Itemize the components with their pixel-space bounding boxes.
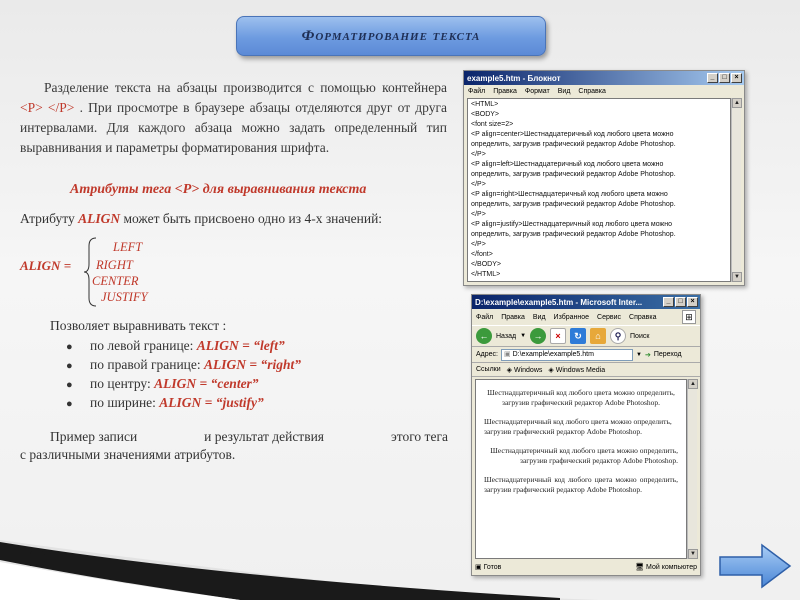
go-button-label[interactable]: Переход — [653, 351, 682, 358]
align-bullet-list — [66, 336, 301, 412]
bullet-code: ALIGN = “justify” — [159, 395, 264, 410]
align-sentence-keyword: ALIGN — [78, 211, 121, 226]
example-part-a: Пример записи — [50, 429, 138, 444]
code-line: </P> — [471, 151, 486, 158]
notepad-title-bar[interactable] — [464, 71, 744, 85]
minimize-icon[interactable]: _ — [707, 73, 718, 83]
intro-part1: Разделение текста на абзацы производится с помощью контейнера — [44, 80, 447, 95]
browser-title-bar[interactable] — [472, 295, 700, 309]
align-sentence-before: Атрибуту — [20, 211, 79, 226]
chevron-down-icon[interactable]: ▼ — [635, 351, 642, 358]
menu-view[interactable]: Вид — [557, 87, 571, 95]
bullet-text: по центру: — [90, 376, 155, 391]
status-bar — [475, 561, 697, 573]
address-bar — [472, 347, 700, 363]
allows-text: Позволяет выравнивать текст : — [50, 318, 227, 333]
example-part-b: и результат действия — [204, 429, 325, 444]
menu-edit[interactable]: Правка — [493, 87, 517, 95]
forward-arrow-icon[interactable]: → — [530, 328, 546, 344]
code-line: </font> — [471, 251, 493, 258]
links-bar — [472, 363, 700, 377]
menu-edit[interactable]: Правка — [501, 313, 525, 321]
slide-title: Форматирование текста — [301, 27, 481, 44]
menu-tools[interactable]: Сервис — [597, 313, 622, 321]
slide-title-banner — [236, 16, 546, 56]
link-icon: ◈ — [506, 366, 514, 374]
go-arrow-icon[interactable]: ➔ — [644, 351, 651, 359]
code-line: определить, загрузив графический редактор Adobe Photoshop. — [471, 141, 676, 148]
link-windows-media[interactable]: ◈ Windows Media — [548, 366, 606, 374]
back-button-label[interactable]: Назад — [496, 332, 517, 340]
align-sentence-after: может быть присвоено одно из 4-х значений: — [120, 211, 383, 226]
example-part-c: этого тега — [390, 429, 448, 444]
code-line: <font size=2> — [471, 121, 514, 128]
browser-scrollbar[interactable] — [687, 379, 697, 559]
scroll-down-icon[interactable]: ▼ — [688, 549, 698, 559]
close-icon[interactable]: × — [687, 297, 698, 307]
browser-content — [475, 379, 687, 559]
align-value-left: LEFT — [113, 240, 143, 254]
notepad-scrollbar[interactable] — [731, 98, 741, 282]
next-slide-arrow-icon[interactable] — [716, 540, 794, 592]
paragraph-right: Шестнадцатеричный код любого цвета можно определить, загрузив графический редактор Adobe Photoshop. — [490, 446, 678, 465]
link-icon: ◈ — [548, 366, 556, 374]
paragraph-left: Шестнадцатеричный код любого цвета можно определить, загрузив графический редактор Adobe Photoshop. — [484, 417, 672, 436]
home-icon[interactable]: ⌂ — [590, 328, 606, 344]
scroll-down-icon[interactable]: ▼ — [732, 272, 742, 282]
bullet-text: по левой границе: — [90, 338, 197, 353]
align-value-right: RIGHT — [96, 258, 133, 272]
status-right: Мой компьютер — [646, 564, 697, 571]
bullet-text: по правой границе: — [90, 357, 205, 372]
code-line: определить, загрузив графический редактор Adobe Photoshop. — [471, 231, 676, 238]
code-line: определить, загрузив графический редактор Adobe Photoshop. — [471, 171, 676, 178]
code-line: <HTML> — [471, 101, 499, 108]
search-button-label[interactable]: Поиск — [630, 332, 650, 340]
paragraph-center: Шестнадцатеричный код любого цвета можно определить, загрузив графический редактор Adobe Photoshop. — [487, 388, 675, 407]
code-line: </P> — [471, 211, 486, 218]
status-left: Готов — [483, 564, 502, 571]
bullet-item — [66, 355, 301, 374]
browser-title: D:\example\example5.htm - Microsoft Inter... — [475, 297, 643, 307]
code-line: <BODY> — [471, 111, 500, 118]
align-key: ALIGN = — [20, 258, 72, 273]
address-value: D:\example\example5.htm — [512, 350, 594, 358]
maximize-icon[interactable]: □ — [675, 297, 686, 307]
align-value-center: CENTER — [92, 274, 139, 288]
notepad-text-area[interactable] — [467, 98, 731, 282]
bullet-item — [66, 336, 301, 355]
bullet-item — [66, 393, 301, 412]
example-line2: с различными значениями атрибутов. — [20, 447, 236, 462]
maximize-icon[interactable]: □ — [719, 73, 730, 83]
code-line: <P align=center>Шестнадцатеричный код любого цвета можно — [471, 131, 674, 138]
paragraph-justify: Шестнадцатеричный код любого цвета можно определить, загрузив графический редактор Adobe Photoshop. — [484, 475, 678, 494]
code-line: </P> — [471, 181, 486, 188]
align-sentence — [20, 211, 450, 227]
bullet-text: по ширине: — [90, 395, 160, 410]
browser-menubar — [472, 309, 700, 325]
menu-format[interactable]: Формат — [524, 87, 550, 95]
stop-icon[interactable]: × — [550, 328, 566, 344]
code-line: <P align=justify>Шестнадцатеричный код любого цвета можно — [471, 221, 672, 228]
align-subheading: Атрибуты тега <P> для выравнивания текста — [70, 182, 367, 197]
bullet-code: ALIGN = “center” — [154, 376, 259, 391]
links-label: Ссылки — [476, 366, 501, 373]
search-icon[interactable]: ⚲ — [610, 328, 626, 344]
back-arrow-icon[interactable]: ← — [476, 328, 492, 344]
notepad-window — [463, 70, 745, 286]
bullet-code: ALIGN = “right” — [204, 357, 301, 372]
menu-view[interactable]: Вид — [532, 313, 546, 321]
chevron-down-icon[interactable]: ▼ — [520, 333, 527, 339]
bullet-dot-icon: ● — [66, 341, 73, 353]
minimize-icon[interactable]: _ — [663, 297, 674, 307]
bullet-dot-icon: ● — [66, 379, 73, 391]
code-line: <P align=right>Шестнадцатеричный код любого цвета можно — [471, 191, 668, 198]
scroll-up-icon[interactable]: ▲ — [688, 379, 698, 389]
menu-file[interactable]: Файл — [476, 313, 494, 321]
menu-file[interactable]: Файл — [468, 87, 486, 95]
code-line: </P> — [471, 241, 486, 248]
link-windows[interactable]: ◈ Windows — [506, 366, 543, 374]
bullet-dot-icon: ● — [66, 398, 73, 410]
refresh-icon[interactable]: ↻ — [570, 328, 586, 344]
bullet-dot-icon: ● — [66, 360, 73, 372]
menu-favorites[interactable]: Избранное — [553, 313, 590, 321]
browser-window — [471, 294, 701, 576]
computer-icon: 🖥 — [635, 564, 647, 571]
code-line: определить, загрузив графический редактор Adobe Photoshop. — [471, 201, 676, 208]
address-label: Адрес: — [476, 351, 498, 358]
page-icon: ▣ — [503, 350, 511, 358]
menu-help[interactable]: Справка — [578, 87, 606, 95]
notepad-menubar — [464, 85, 744, 97]
intro-tag: <P> </P> — [20, 100, 75, 115]
scroll-up-icon[interactable]: ▲ — [732, 98, 742, 108]
intro-paragraph — [20, 78, 447, 158]
close-icon[interactable]: × — [731, 73, 742, 83]
intro-part2: . При просмотре в браузере абзацы отделяются друг от друга интервалами. Для каждого абзаца можно задать определенный тип выравнивания и параметры форматирования шрифта. — [20, 100, 447, 155]
code-line: <P align=left>Шестнадцатеричный код любого цвета можно — [471, 161, 664, 168]
notepad-title: example5.htm - Блокнот — [467, 73, 561, 83]
code-line: </HTML> — [471, 271, 501, 278]
bullet-item — [66, 374, 301, 393]
example-text — [20, 428, 448, 464]
address-input[interactable] — [501, 349, 633, 361]
code-line: </BODY> — [471, 261, 501, 268]
browser-toolbar — [472, 325, 700, 347]
windows-logo-icon: ⊞ — [682, 310, 696, 324]
bullet-code: ALIGN = “left” — [196, 338, 285, 353]
menu-help[interactable]: Справка — [629, 313, 657, 321]
page-number: 10 — [28, 546, 52, 572]
align-value-justify: JUSTIFY — [101, 290, 148, 304]
page-status-icon: ▣ — [475, 564, 484, 571]
